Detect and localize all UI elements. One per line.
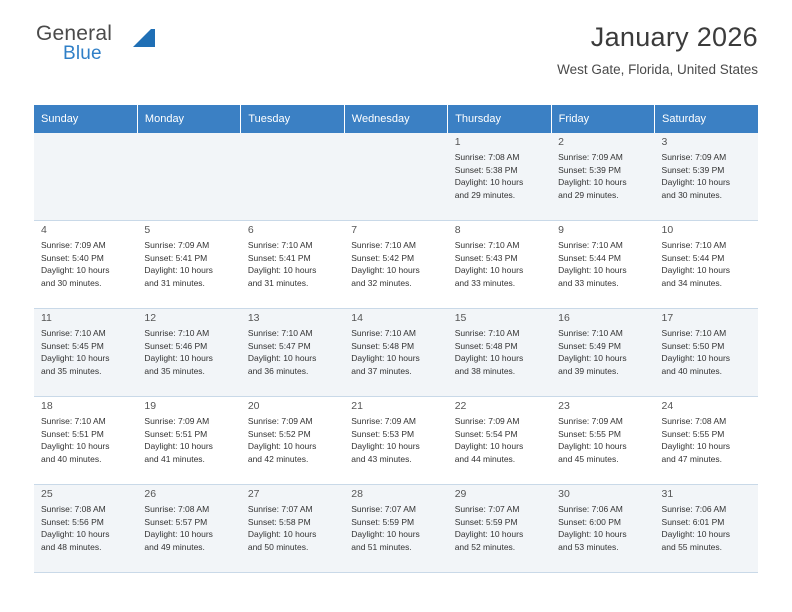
sunset-text: Sunset: 5:58 PM [247, 516, 311, 527]
day-details [248, 239, 338, 289]
sunrise-text: Sunrise: 7:09 AM [351, 416, 416, 427]
day-cell [241, 485, 344, 573]
day-cell [241, 309, 344, 397]
day-details [662, 415, 752, 465]
day-number: 8 [454, 224, 461, 236]
day-number: 27 [247, 488, 260, 500]
sunrise-text: Sunrise: 7:07 AM [247, 504, 313, 515]
sunrise-text: Sunrise: 7:09 AM [41, 240, 106, 251]
day-details [248, 415, 338, 465]
weekday-header-sunday: Sunday [34, 105, 137, 133]
daylight-text-line1: Daylight: 10 hours [144, 353, 213, 364]
sunrise-text: Sunrise: 7:10 AM [247, 240, 313, 251]
day-details [662, 503, 752, 553]
week-row [34, 485, 758, 573]
daylight-text-line1: Daylight: 10 hours [454, 529, 524, 540]
sunset-text: Sunset: 5:40 PM [41, 252, 104, 263]
location-subtitle: West Gate, Florida, United States [557, 62, 758, 77]
day-cell [344, 221, 447, 309]
sunrise-text: Sunrise: 7:09 AM [558, 416, 623, 427]
daylight-text-line2: and 41 minutes. [144, 453, 205, 464]
day-cell [137, 221, 240, 309]
day-details [144, 239, 234, 289]
daylight-text-line1: Daylight: 10 hours [558, 177, 627, 188]
day-cell [344, 309, 447, 397]
sunrise-text: Sunrise: 7:08 AM [661, 416, 727, 427]
day-cell [34, 397, 137, 485]
daylight-text-line2: and 34 minutes. [661, 277, 723, 288]
logo-text-blue: Blue [63, 43, 102, 64]
sunset-text: Sunset: 5:54 PM [454, 428, 518, 439]
daylight-text-line2: and 51 minutes. [351, 541, 412, 552]
sunset-text: Sunset: 5:59 PM [351, 516, 415, 527]
weekday-header-tuesday: Tuesday [241, 105, 344, 133]
daylight-text-line2: and 36 minutes. [247, 365, 309, 376]
daylight-text-line2: and 49 minutes. [144, 541, 205, 552]
weekday-header-thursday: Thursday [448, 105, 551, 133]
sunrise-text: Sunrise: 7:08 AM [144, 504, 210, 515]
day-cell [241, 133, 344, 221]
daylight-text-line1: Daylight: 10 hours [351, 265, 420, 276]
day-details [455, 239, 545, 289]
sunset-text: Sunset: 5:46 PM [144, 340, 208, 351]
calendar-body [34, 133, 758, 573]
day-cell [137, 309, 240, 397]
sunrise-text: Sunrise: 7:08 AM [454, 152, 520, 163]
daylight-text-line2: and 32 minutes. [351, 277, 412, 288]
day-cell [34, 309, 137, 397]
day-details [144, 327, 234, 377]
day-number: 13 [247, 312, 260, 324]
day-details [144, 503, 234, 553]
weekday-header-friday: Friday [551, 105, 654, 133]
day-cell [34, 133, 137, 221]
day-details [144, 415, 234, 465]
sunrise-text: Sunrise: 7:09 AM [661, 152, 727, 163]
sunset-text: Sunset: 5:49 PM [558, 340, 621, 351]
day-details [662, 239, 752, 289]
day-number: 6 [247, 224, 254, 236]
sunset-text: Sunset: 5:48 PM [351, 340, 415, 351]
day-details [41, 415, 131, 465]
day-details [558, 327, 648, 377]
day-details [662, 151, 752, 201]
sunrise-text: Sunrise: 7:09 AM [144, 240, 210, 251]
day-cell [448, 397, 551, 485]
sunset-text: Sunset: 5:45 PM [41, 340, 104, 351]
sunrise-text: Sunrise: 7:10 AM [351, 328, 416, 339]
day-details [41, 239, 131, 289]
day-number: 18 [41, 400, 53, 412]
daylight-text-line2: and 48 minutes. [41, 541, 102, 552]
sunrise-text: Sunrise: 7:08 AM [41, 504, 106, 515]
daylight-text-line1: Daylight: 10 hours [661, 353, 731, 364]
sunset-text: Sunset: 5:51 PM [41, 428, 104, 439]
day-number: 3 [661, 136, 668, 148]
daylight-text-line1: Daylight: 10 hours [558, 265, 627, 276]
weekday-header-wednesday: Wednesday [344, 105, 447, 133]
day-details [455, 327, 545, 377]
day-number: 16 [558, 312, 570, 324]
daylight-text-line2: and 55 minutes. [661, 541, 723, 552]
day-details [558, 503, 648, 553]
day-cell [448, 221, 551, 309]
sunset-text: Sunset: 5:50 PM [661, 340, 725, 351]
daylight-text-line2: and 31 minutes. [144, 277, 205, 288]
day-cell [551, 133, 654, 221]
day-number: 10 [661, 224, 674, 236]
sunrise-text: Sunrise: 7:09 AM [558, 152, 623, 163]
daylight-text-line1: Daylight: 10 hours [41, 353, 110, 364]
sunrise-text: Sunrise: 7:10 AM [558, 328, 623, 339]
daylight-text-line1: Daylight: 10 hours [247, 441, 317, 452]
day-number: 25 [41, 488, 53, 500]
sunrise-text: Sunrise: 7:10 AM [351, 240, 416, 251]
sunrise-text: Sunrise: 7:06 AM [558, 504, 623, 515]
daylight-text-line1: Daylight: 10 hours [144, 265, 213, 276]
sunset-text: Sunset: 6:01 PM [661, 516, 725, 527]
sunset-text: Sunset: 6:00 PM [558, 516, 621, 527]
sunrise-text: Sunrise: 7:06 AM [661, 504, 727, 515]
sunset-text: Sunset: 5:43 PM [454, 252, 518, 263]
weekday-header-saturday: Saturday [655, 105, 758, 133]
daylight-text-line2: and 40 minutes. [41, 453, 102, 464]
day-number: 23 [558, 400, 570, 412]
day-cell [655, 221, 758, 309]
day-details [248, 503, 338, 553]
page-header [34, 0, 758, 77]
day-number: 12 [144, 312, 157, 324]
day-details [455, 151, 545, 201]
daylight-text-line1: Daylight: 10 hours [661, 529, 731, 540]
day-number: 11 [41, 312, 52, 324]
day-details [558, 415, 648, 465]
day-number: 1 [454, 136, 461, 148]
day-details [41, 327, 131, 377]
sunrise-text: Sunrise: 7:10 AM [144, 328, 210, 339]
sunrise-text: Sunrise: 7:09 AM [247, 416, 313, 427]
day-cell [655, 397, 758, 485]
daylight-text-line2: and 40 minutes. [661, 365, 723, 376]
day-details [351, 239, 441, 289]
sunrise-text: Sunrise: 7:10 AM [661, 240, 727, 251]
daylight-text-line2: and 35 minutes. [144, 365, 205, 376]
sunset-text: Sunset: 5:48 PM [454, 340, 518, 351]
day-cell [34, 221, 137, 309]
general-blue-logo [36, 22, 236, 70]
day-number: 29 [454, 488, 467, 500]
logo-text-general: General [36, 22, 113, 45]
daylight-text-line1: Daylight: 10 hours [454, 177, 524, 188]
day-number: 2 [558, 136, 564, 148]
weekday-header-row [34, 105, 758, 133]
sunrise-sunset-calendar [34, 105, 758, 573]
day-number: 21 [351, 400, 363, 412]
daylight-text-line2: and 30 minutes. [41, 277, 102, 288]
day-number: 7 [351, 224, 358, 236]
daylight-text-line1: Daylight: 10 hours [661, 177, 731, 188]
day-cell [551, 397, 654, 485]
day-cell [655, 485, 758, 573]
sunrise-text: Sunrise: 7:10 AM [41, 416, 106, 427]
sunrise-text: Sunrise: 7:10 AM [558, 240, 623, 251]
day-number: 15 [454, 312, 467, 324]
week-row [34, 397, 758, 485]
day-cell [137, 397, 240, 485]
day-cell [241, 221, 344, 309]
daylight-text-line2: and 33 minutes. [558, 277, 619, 288]
week-row [34, 133, 758, 221]
daylight-text-line2: and 47 minutes. [661, 453, 723, 464]
day-details [662, 327, 752, 377]
day-cell [448, 133, 551, 221]
day-cell [551, 485, 654, 573]
sunset-text: Sunset: 5:47 PM [247, 340, 311, 351]
day-details [558, 151, 648, 201]
daylight-text-line1: Daylight: 10 hours [351, 529, 420, 540]
day-number: 22 [454, 400, 467, 412]
week-row [34, 221, 758, 309]
sunrise-text: Sunrise: 7:07 AM [454, 504, 520, 515]
daylight-text-line2: and 50 minutes. [247, 541, 309, 552]
sunset-text: Sunset: 5:52 PM [247, 428, 311, 439]
sunset-text: Sunset: 5:53 PM [351, 428, 415, 439]
daylight-text-line1: Daylight: 10 hours [247, 529, 317, 540]
sunset-text: Sunset: 5:56 PM [41, 516, 104, 527]
sunrise-text: Sunrise: 7:10 AM [247, 328, 313, 339]
daylight-text-line2: and 29 minutes. [558, 189, 619, 200]
day-cell [448, 485, 551, 573]
day-number: 24 [661, 400, 674, 412]
daylight-text-line1: Daylight: 10 hours [41, 529, 110, 540]
day-details [351, 327, 441, 377]
daylight-text-line1: Daylight: 10 hours [41, 441, 110, 452]
day-number: 28 [351, 488, 363, 500]
sunset-text: Sunset: 5:44 PM [558, 252, 621, 263]
daylight-text-line1: Daylight: 10 hours [558, 441, 627, 452]
day-cell [34, 485, 137, 573]
daylight-text-line2: and 42 minutes. [247, 453, 309, 464]
sunset-text: Sunset: 5:41 PM [247, 252, 311, 263]
triangle-logo-notch-icon [133, 25, 155, 29]
daylight-text-line1: Daylight: 10 hours [558, 353, 627, 364]
sunset-text: Sunset: 5:39 PM [558, 164, 621, 175]
daylight-text-line1: Daylight: 10 hours [247, 353, 317, 364]
daylight-text-line1: Daylight: 10 hours [661, 265, 731, 276]
day-cell [551, 309, 654, 397]
day-cell [655, 133, 758, 221]
daylight-text-line2: and 45 minutes. [558, 453, 619, 464]
day-details [455, 503, 545, 553]
sunset-text: Sunset: 5:38 PM [454, 164, 518, 175]
sunrise-text: Sunrise: 7:09 AM [454, 416, 520, 427]
day-cell [241, 397, 344, 485]
sunrise-text: Sunrise: 7:07 AM [351, 504, 416, 515]
sunset-text: Sunset: 5:39 PM [661, 164, 725, 175]
daylight-text-line2: and 43 minutes. [351, 453, 412, 464]
daylight-text-line2: and 37 minutes. [351, 365, 412, 376]
weekday-header-monday: Monday [137, 105, 240, 133]
page-title: January 2026 [590, 22, 758, 52]
day-cell [344, 133, 447, 221]
day-number: 30 [558, 488, 570, 500]
daylight-text-line2: and 44 minutes. [454, 453, 516, 464]
day-number: 31 [661, 488, 674, 500]
daylight-text-line2: and 33 minutes. [454, 277, 516, 288]
daylight-text-line1: Daylight: 10 hours [247, 265, 317, 276]
daylight-text-line2: and 39 minutes. [558, 365, 619, 376]
day-details [41, 503, 131, 553]
day-number: 9 [558, 224, 564, 236]
daylight-text-line1: Daylight: 10 hours [144, 529, 213, 540]
daylight-text-line1: Daylight: 10 hours [454, 265, 524, 276]
daylight-text-line2: and 31 minutes. [247, 277, 309, 288]
day-details [248, 327, 338, 377]
daylight-text-line1: Daylight: 10 hours [144, 441, 213, 452]
sunset-text: Sunset: 5:55 PM [661, 428, 725, 439]
day-cell [344, 397, 447, 485]
sunrise-text: Sunrise: 7:10 AM [454, 240, 520, 251]
daylight-text-line1: Daylight: 10 hours [454, 353, 524, 364]
sunrise-text: Sunrise: 7:10 AM [661, 328, 727, 339]
daylight-text-line2: and 30 minutes. [661, 189, 723, 200]
day-details [351, 415, 441, 465]
daylight-text-line2: and 38 minutes. [454, 365, 516, 376]
daylight-text-line2: and 29 minutes. [454, 189, 516, 200]
day-number: 19 [144, 400, 157, 412]
day-cell [137, 485, 240, 573]
day-details [558, 239, 648, 289]
daylight-text-line1: Daylight: 10 hours [41, 265, 110, 276]
daylight-text-line1: Daylight: 10 hours [558, 529, 627, 540]
day-cell [551, 221, 654, 309]
week-row [34, 309, 758, 397]
sunset-text: Sunset: 5:51 PM [144, 428, 208, 439]
sunrise-text: Sunrise: 7:09 AM [144, 416, 210, 427]
sunset-text: Sunset: 5:44 PM [661, 252, 725, 263]
sunset-text: Sunset: 5:41 PM [144, 252, 208, 263]
sunset-text: Sunset: 5:42 PM [351, 252, 415, 263]
daylight-text-line1: Daylight: 10 hours [351, 353, 420, 364]
day-number: 14 [351, 312, 363, 324]
day-cell [137, 133, 240, 221]
daylight-text-line2: and 35 minutes. [41, 365, 102, 376]
sunrise-text: Sunrise: 7:10 AM [454, 328, 520, 339]
daylight-text-line1: Daylight: 10 hours [661, 441, 731, 452]
sunset-text: Sunset: 5:59 PM [454, 516, 518, 527]
day-number: 20 [247, 400, 260, 412]
day-details [455, 415, 545, 465]
daylight-text-line1: Daylight: 10 hours [351, 441, 420, 452]
sunset-text: Sunset: 5:57 PM [144, 516, 208, 527]
daylight-text-line2: and 53 minutes. [558, 541, 619, 552]
day-number: 5 [144, 224, 151, 236]
daylight-text-line2: and 52 minutes. [454, 541, 516, 552]
day-number: 26 [144, 488, 157, 500]
sunrise-text: Sunrise: 7:10 AM [41, 328, 106, 339]
day-number: 17 [661, 312, 674, 324]
day-cell [448, 309, 551, 397]
daylight-text-line1: Daylight: 10 hours [454, 441, 524, 452]
sunset-text: Sunset: 5:55 PM [558, 428, 621, 439]
day-details [351, 503, 441, 553]
day-cell [344, 485, 447, 573]
day-number: 4 [41, 224, 47, 236]
day-cell [655, 309, 758, 397]
